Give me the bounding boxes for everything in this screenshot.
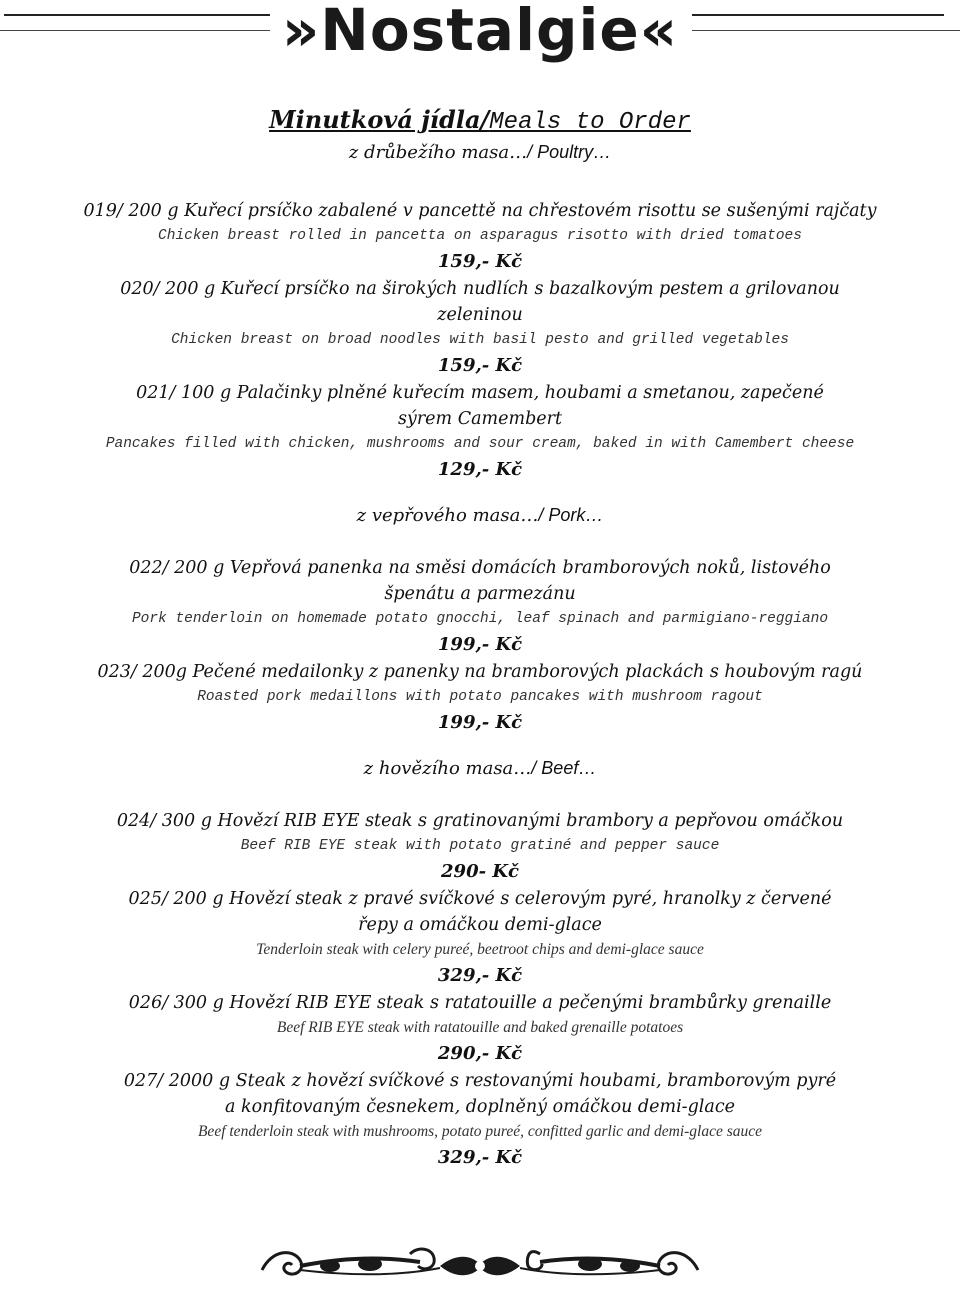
item-name-en: Pancakes filled with chicken, mushrooms and sour cream, baked in with Camembert cheese: [105, 436, 855, 452]
item-name-en: Roasted pork medaillons with potato pancakes with mushroom ragout: [197, 689, 763, 705]
item-price: 290,- Kč: [437, 1043, 523, 1064]
poultry-heading-en: / Poultry…: [527, 142, 612, 162]
beef-heading-en: / Beef…: [531, 758, 597, 778]
item-name-cz: 027/ 2000 g Steak z hovězí svíčkové s restovanými houbami, bramborovým pyré a konfitovaným česnekem, doplněný omáčkou demi-glace: [123, 1071, 837, 1117]
item-name-cz: 025/ 200 g Hovězí steak z pravé svíčkové s celerovým pyré, hranolky z červené řepy a omáčkou demi-glace: [128, 889, 832, 935]
item-price: 159,- Kč: [437, 355, 523, 376]
item-name-cz: 026/ 300 g Hovězí RIB EYE steak s ratatouille a pečenými brambůrky grenaille: [128, 993, 832, 1013]
menu-item: [0, 198, 960, 276]
menu-item: [0, 276, 960, 380]
menu-content: [0, 104, 960, 1172]
item-name-en: Tenderloin steak with celery pureé, beetroot chips and demi-glace sauce: [256, 941, 704, 958]
item-price: 329,- Kč: [437, 965, 523, 986]
section-title: [0, 104, 960, 139]
ornament-flourish: [0, 1240, 960, 1290]
item-name-en: Beef RIB EYE steak with potato gratiné and pepper sauce: [240, 838, 720, 854]
item-price: 290- Kč: [441, 861, 519, 882]
beef-heading-cz: z hovězího masa…: [363, 758, 532, 779]
item-name-en: Beef RIB EYE steak with ratatouille and baked grenaille potatoes: [276, 1019, 684, 1036]
restaurant-logo: »Nostalgie«: [281, 0, 679, 64]
item-name-en: Chicken breast rolled in pancetta on asparagus risotto with dried tomatoes: [158, 228, 802, 244]
section-title-en: Meals to Order: [489, 109, 691, 136]
menu-item: [0, 808, 960, 886]
item-name-cz: 019/ 200 g Kuřecí prsíčko zabalené v pancettě na chřestovém risottu se sušenými rajčaty: [83, 201, 877, 221]
header: [0, 0, 960, 64]
item-name-cz: 024/ 300 g Hovězí RIB EYE steak s gratinovanými brambory a pepřovou omáčkou: [116, 811, 844, 831]
item-price: 199,- Kč: [437, 712, 523, 733]
menu-item: [0, 990, 960, 1068]
item-name-cz: 023/ 200g Pečené medailonky z panenky na bramborových plackách s houbovým ragú: [97, 662, 863, 682]
menu-item: [0, 886, 960, 990]
pork-heading: [0, 502, 960, 529]
menu-item: [0, 555, 960, 659]
item-price: 159,- Kč: [437, 251, 523, 272]
menu-item: [0, 1068, 960, 1172]
item-name-en: Chicken breast on broad noodles with basil pesto and grilled vegetables: [171, 332, 789, 348]
pork-heading-en: / Pork…: [538, 505, 604, 525]
item-name-cz: 022/ 200 g Vepřová panenka na směsi domácích bramborových noků, listového špenátu a parmezánu: [129, 558, 831, 604]
beef-heading: [0, 755, 960, 782]
menu-item: [0, 659, 960, 737]
item-name-cz: 021/ 100 g Palačinky plněné kuřecím masem, houbami a smetanou, zapečené sýrem Camembert: [136, 383, 824, 429]
item-name-en: Pork tenderloin on homemade potato gnocchi, leaf spinach and parmigiano-reggiano: [131, 611, 829, 627]
section-title-cz: Minutková jídla/: [269, 105, 490, 134]
poultry-heading-cz: z drůbežího masa…: [348, 142, 528, 163]
pork-heading-cz: z vepřového masa…: [356, 505, 539, 526]
footer-ornament: [0, 1240, 960, 1290]
menu-item: [0, 380, 960, 484]
item-price: 329,- Kč: [437, 1147, 523, 1168]
item-price: 199,- Kč: [437, 634, 523, 655]
item-name-en: Beef tenderloin steak with mushrooms, potato pureé, confitted garlic and demi-glace sauce: [197, 1123, 763, 1140]
item-price: 129,- Kč: [437, 459, 523, 480]
poultry-heading: [0, 139, 960, 166]
item-name-cz: 020/ 200 g Kuřecí prsíčko na širokých nudlích s bazalkovým pestem a grilovanou zeleninou: [120, 279, 840, 325]
